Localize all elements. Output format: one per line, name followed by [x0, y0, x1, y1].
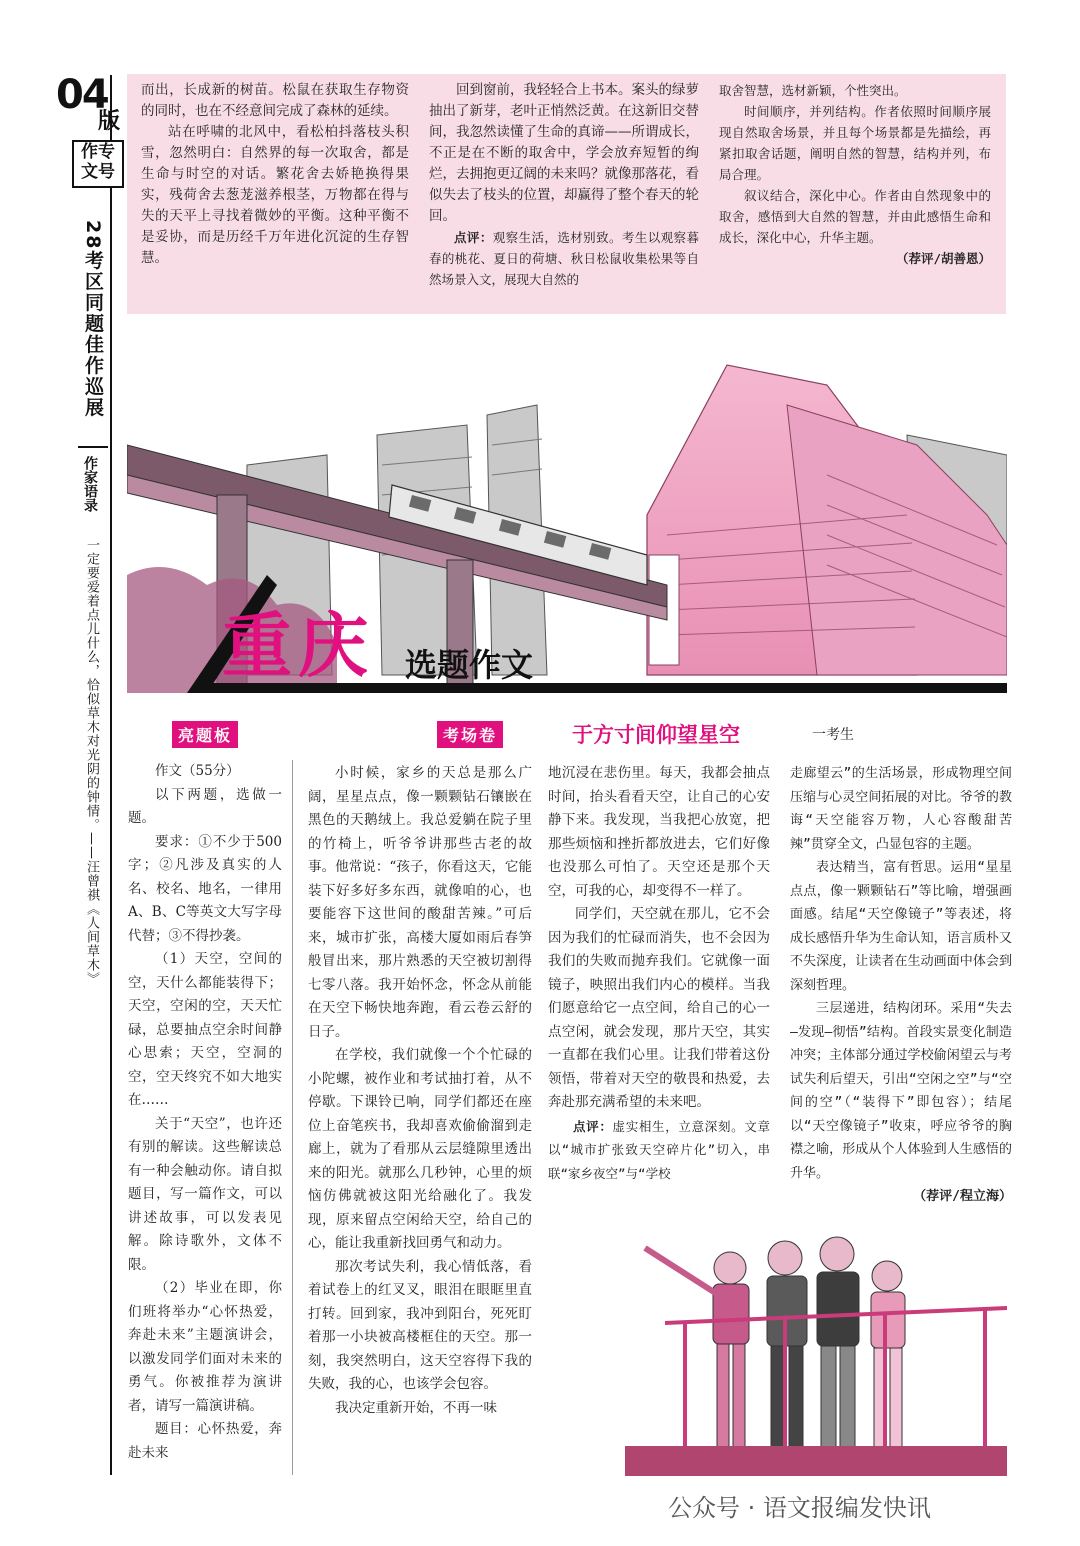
prompt-q1: （1）天空，空间的空，天什么都能装得下；天空，空闲的空，天天忙碌，总要抽点空余时间静心思索；天空，空洞的空，空天终究不如大地实在……	[128, 951, 282, 1108]
rail-divider	[78, 446, 108, 448]
paragraph: 站在呼啸的北风中，看松柏抖落枝头积雪，忽然明白：自然界的每一次取舍，都是生命与时空的对话。繁花舍去娇艳换得果实，残荷舍去葱茏滋养根茎，万物都在得与失的天平上寻找着微妙的平衡。这种平衡不是妥协，而是历经千万年进化沉淀的生存智慧。	[141, 124, 409, 266]
prompt-intro: 以下两题，选做一题。	[128, 786, 282, 826]
recommender: （荐评/胡善恩）	[895, 251, 991, 266]
banner-title-sub: 选题作文	[405, 646, 534, 684]
paragraph: 走廊望云”的生活场景，形成物理空间压缩与心灵空间拓展的对比。爷爷的教诲“天空能容万物，人心容酸甜苦辣”贯穿全文，凸显包容的主题。	[790, 766, 1012, 852]
prompt-q1b: 关于“天空”，也许还有别的解读。这些解读总有一种会触动你。请自拟题目，写一篇作文，可以讲述故事，可以发表见解。除诗歌外，文体不限。	[128, 1115, 282, 1273]
comment-text: 虚实相生，立意深刻。文章以“城市扩张致天空碎片化”切入，串联“家乡夜空”与“学校	[548, 1118, 770, 1181]
prompt-requirements: 要求：①不少于500字；②凡涉及真实的人名、校名、地名，一律用A、B、C等英文大写字母代替；③不得抄袭。	[128, 833, 282, 944]
prompt-column	[128, 760, 282, 1465]
issue-badge-text: 作专 文号	[81, 142, 115, 182]
top-col-1	[141, 80, 409, 269]
quote-section-label: 作家语录	[82, 456, 98, 512]
paragraph: 而出，长成新的树苗。松鼠在获取生存物资的同时，也在不经意间完成了森林的延续。	[141, 82, 409, 119]
paragraph: 三层递进，结构闭环。采用“失去—发现—彻悟”结构。首段实景变化制造冲突；主体部分通过学校偷闲望云与考试失利后望天，引出“空闲之空”与“空间的空”（“装得下”即包容）；结尾以“天空像镜子”收束，呼应爷爷的胸襟之喻，形成从个人体验到人生感悟的升华。	[790, 1001, 1012, 1181]
paragraph: 地沉浸在悲伤里。每天，我都会抽点时间，抬头看看天空，让自己的心安静下来。我发现，当我把心放宽，把那些烦恼和挫折都放进去，它们好像也没那么可怕了。天空还是那个天空，可我的心，却变得不一样了。	[548, 765, 770, 899]
essay-col-1	[308, 762, 532, 1420]
paragraph: 取舍智慧，选材新颖，个性突出。	[719, 83, 907, 98]
watermark: 公众号 · 语文报编发快讯	[668, 1494, 931, 1522]
paragraph: 那次考试失利，我心情低落，看着试卷上的红叉叉，眼泪在眼眶里直打转。回到家，我冲到阳台，死死盯着那一小块被高楼框住的天空。那一刻，我突然明白，这天空容得下我的失败，我的心，也该学会包容。	[308, 1258, 532, 1392]
banner-title-main: 重庆	[222, 604, 374, 687]
series-title: 28考区同题佳作巡展	[82, 220, 104, 419]
commentary-col	[790, 762, 1012, 1209]
author-quote: 一定要爱着点儿什么，恰似草木对光阴的钟情。——汪曾祺《人间草木》	[84, 538, 99, 986]
comment-text: 观察生活，选材别致。考生以观察暮春的桃花、夏日的荷塘、秋日松鼠收集松果等自然场景入文，展现大自然的	[429, 230, 699, 287]
recommender: （荐评/程立海）	[913, 1189, 1012, 1204]
comment-label: 点评：	[454, 230, 493, 245]
page-ban-label: 版	[98, 109, 121, 134]
tag-board: 亮题板	[172, 721, 238, 748]
paragraph: 同学们，天空就在那儿，它不会因为我们的忙碌而消失，也不会因为我们的失败而抛弃我们。它就像一面镜子，映照出我们内心的模样。当我们愿意给它一点空间，给自己的心一点空闲，就会发现，那片天空，其实一直都在我们心里。让我们带着这份领悟，带着对天空的敬畏和热爱，去奔赴那充满希望的未来吧。	[548, 906, 770, 1110]
paragraph: 表达精当，富有哲思。运用“星星点点，像一颗颗钻石”等比喻，增强画面感。结尾“天空像镜子”等表述，将成长感悟升华为生命认知，语言质朴又不失深度，让读者在生动画面中体会到深刻哲理。	[790, 860, 1012, 993]
paragraph: 回到窗前，我轻轻合上书本。案头的绿萝抽出了新芽，老叶正悄然泛黄。在这新旧交替间，我忽然读懂了生命的真谛——所谓成长，不正是在不断的取舍中，学会放弃短暂的绚烂，去拥抱更辽阔的未来吗？就像那落花，看似失去了枝头的位置，却赢得了整个春天的轮回。	[429, 82, 699, 224]
top-col-2	[429, 80, 699, 290]
paragraph: 在学校，我们就像一个个忙碌的小陀螺，被作业和考试抽打着，从不停歇。下课铃已响，同学们都还在座位上奋笔疾书，我却喜欢偷偷溜到走廊上，就为了看那从云层缝隙里透出来的阳光。就那么几秒钟，心里的烦恼仿佛就被这阳光给融化了。我发现，原来留点空闲给天空，给自己的心，能让我重新找回勇气和动力。	[308, 1047, 532, 1251]
article-title: 于方寸间仰望星空	[572, 723, 740, 747]
paragraph: 小时候，家乡的天总是那么广阔，星星点点，像一颗颗钻石镶嵌在黑色的天鹅绒上。我总爱躺在院子里的竹椅上，听爷爷讲那些古老的故事。他常说：“孩子，你看这天，它能装下好多好多东西，就像咱的心，也要能容下这世间的酸甜苦辣。”可后来，城市扩张，高楼大厦如雨后春笋般冒出来，那片熟悉的天空被切割得七零八落。我开始怀念，怀念从前能在天空下畅快地奔跑，看云卷云舒的日子。	[308, 765, 532, 1040]
top-essay-box	[127, 74, 1006, 314]
article-byline: 一考生	[812, 727, 854, 743]
comment-label: 点评：	[573, 1118, 613, 1134]
rail-line	[110, 75, 112, 1475]
top-col-3	[719, 80, 991, 269]
paragraph: 叙议结合，深化中心。作者由自然现象中的取舍，感悟到大自然的智慧，并由此感悟生命和成长，深化中心，升华主题。	[719, 188, 991, 245]
issue-badge	[72, 140, 124, 188]
prompt-q2-title: 题目：心怀热爱，奔赴未来	[128, 1421, 282, 1461]
students-photo	[625, 1228, 1007, 1476]
page-number: 04	[56, 72, 108, 118]
paragraph: 我决定重新开始，不再一味	[335, 1399, 497, 1416]
paragraph: 时间顺序，并列结构。作者依照时间顺序展现自然取舍场景，并且每个场景都是先描绘，再紧扣取舍话题，阐明自然的智慧，结构并列，布局合理。	[719, 104, 991, 182]
prompt-q2: （2）毕业在即，你们班将举办“心怀热爱，奔赴未来”主题演讲会，以激发同学们面对未来的勇气。你被推荐为演讲者，请写一篇演讲稿。	[128, 1280, 282, 1414]
prompt-score: 作文（55分）	[155, 763, 240, 779]
column-divider	[292, 760, 293, 1475]
tag-exam: 考场卷	[437, 721, 503, 748]
essay-col-2	[548, 762, 770, 1185]
